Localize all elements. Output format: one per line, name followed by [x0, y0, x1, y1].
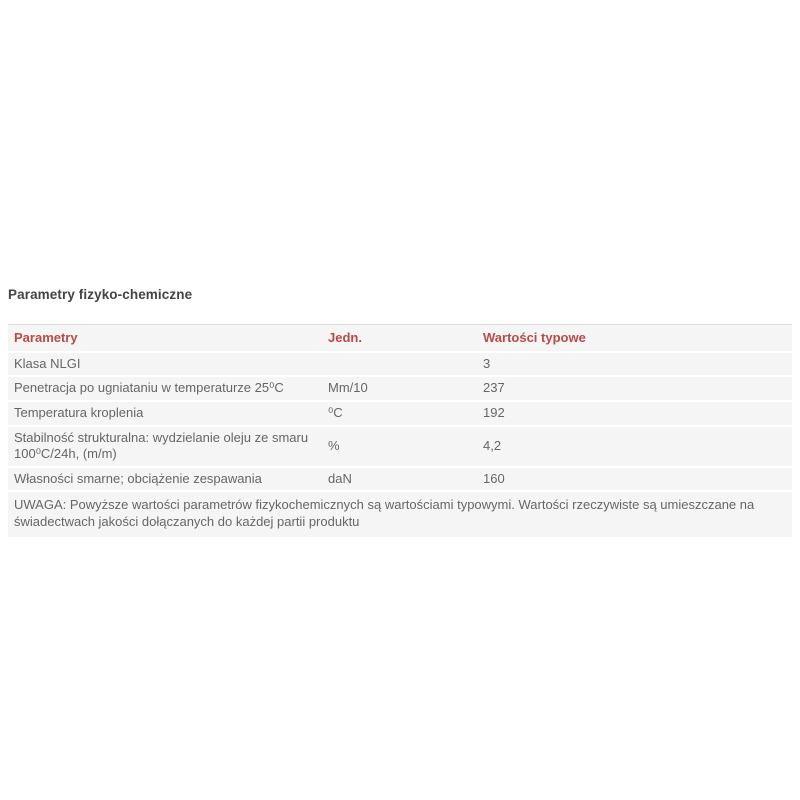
header-parametry: Parametry [14, 330, 78, 345]
param-cell: Stabilność strukturalna: wydzielanie oleju ze smaru 100⁰C/24h, (m/m) [8, 426, 322, 467]
unit-cell: % [322, 426, 477, 467]
table-header-row [8, 325, 792, 352]
value-cell: 237 [477, 376, 792, 401]
table-row [8, 352, 792, 377]
table-note: UWAGA: Powyższe wartości parametrów fizykochemicznych są wartościami typowymi. Wartości rzeczywiste są umieszczane na świadectwach jakości dołączanych do każdej partii produktu [8, 491, 792, 537]
param-cell: Klasa NLGI [8, 352, 322, 377]
header-jedn: Jedn. [328, 330, 362, 345]
table-note-row [8, 491, 792, 537]
table-row [8, 467, 792, 492]
parameters-table [8, 324, 792, 537]
value-cell: 3 [477, 352, 792, 377]
param-cell: Własności smarne; obciążenie zespawania [8, 467, 322, 492]
value-cell: 192 [477, 401, 792, 426]
section-title: Parametry fizyko-chemiczne [8, 287, 193, 302]
value-cell: 160 [477, 467, 792, 492]
table-row [8, 376, 792, 401]
header-wartosci-typowe: Wartości typowe [483, 330, 586, 345]
table-row [8, 426, 792, 467]
unit-cell: Mm/10 [322, 376, 477, 401]
unit-cell [322, 352, 477, 377]
unit-cell: ⁰C [322, 401, 477, 426]
param-cell: Penetracja po ugniataniu w temperaturze 25⁰C [8, 376, 322, 401]
unit-cell: daN [322, 467, 477, 492]
value-cell: 4,2 [477, 426, 792, 467]
table-row [8, 401, 792, 426]
param-cell: Temperatura kroplenia [8, 401, 322, 426]
